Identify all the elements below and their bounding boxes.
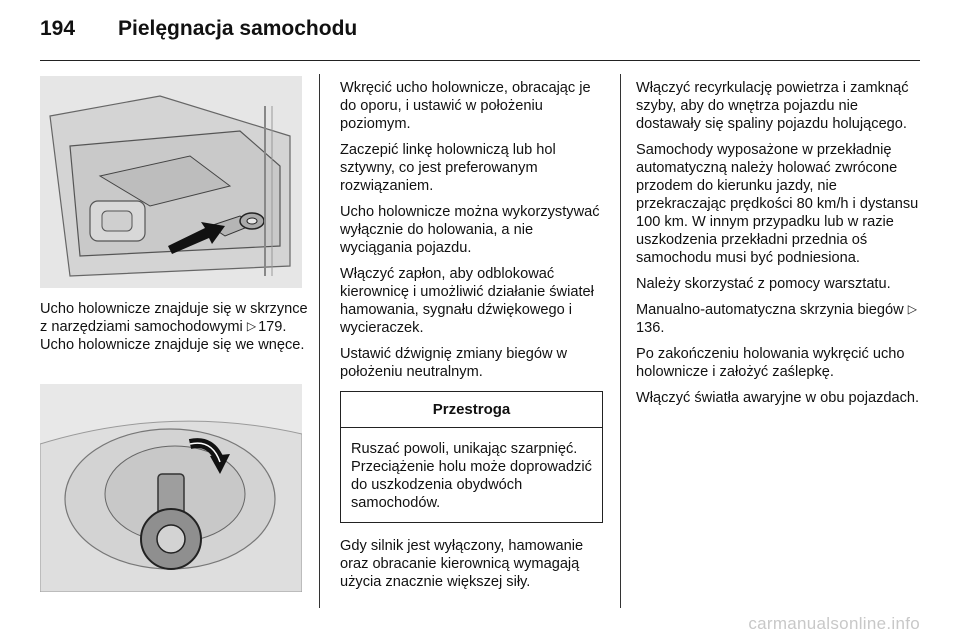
column-divider-1	[319, 74, 320, 608]
towing-eye-installation-illustration	[40, 384, 302, 592]
paragraph-text-end: .	[660, 320, 665, 336]
paragraph: Zaczepić linkę holowniczą lub hol sztywny, co jest preferowanym rozwiązaniem.	[340, 142, 556, 194]
warning-title: Przestroga	[341, 392, 602, 428]
caption-page-ref[interactable]: 179	[258, 319, 283, 335]
warning-text: Ruszać powoli, unikając szarpnięć. Przeciążenie holu może doprowadzić do uszkodzenia obydwóch samochodów.	[351, 441, 592, 511]
trunk-toolbox-drawing	[40, 76, 302, 288]
warning-box	[340, 391, 603, 523]
trunk-toolbox-illustration	[40, 76, 302, 288]
triangle-right-icon: ▷	[246, 319, 257, 333]
page-title: Pielęgnacja samochodu	[118, 17, 358, 40]
page-number: 194	[40, 17, 76, 40]
paragraph-text: Manualno-automatyczna skrzynia biegów	[636, 302, 908, 318]
page-header	[40, 17, 357, 47]
paragraph: Włączyć zapłon, aby odblokować kierownicę i umożliwić działanie świateł hamowania, sygnału dźwiękowego i wycieraczek.	[340, 266, 594, 336]
paragraph: Ucho holownicze można wykorzystywać wyłącznie do holowania, a nie wyciągania pojazdu.	[340, 204, 600, 256]
paragraph: Po zakończeniu holowania wykręcić ucho holownicze i założyć zaślepkę.	[636, 346, 905, 380]
paragraph: Gdy silnik jest wyłączony, hamowanie oraz obracanie kierownicą wymagają użycia znacznie większej siły.	[340, 538, 584, 590]
paragraph: Włączyć światła awaryjne w obu pojazdach.	[636, 390, 920, 406]
column-divider-2	[620, 74, 621, 608]
paragraph: Ustawić dźwignię zmiany biegów w położeniu neutralnym.	[340, 346, 568, 380]
triangle-right-icon: ▷	[907, 302, 917, 316]
towing-eye-location-caption	[40, 300, 308, 354]
watermark: carmanualsonline.info	[748, 614, 920, 633]
caption-text-end: . Ucho holownicze znajduje się we wnęce.	[40, 319, 305, 353]
page-ref[interactable]: 136	[636, 320, 661, 336]
paragraph-with-ref	[636, 301, 920, 337]
paragraph: Należy skorzystać z pomocy warsztatu.	[636, 276, 891, 292]
column-3-text	[636, 79, 920, 415]
caption-text: Ucho holownicze znajduje się w skrzynce z narzędziami samochodowymi	[40, 301, 308, 335]
paragraph: Włączyć recyrkulację powietrza i zamknąć szyby, aby do wnętrza pojazdu nie dostawały się spaliny pojazdu holującego.	[636, 80, 909, 132]
column-2-text	[340, 79, 603, 599]
column-1-text	[40, 300, 308, 362]
towing-eye-drawing	[40, 384, 302, 592]
paragraph: Samochody wyposażone w przekładnię automatyczną należy holować zwrócone przodem do kierunku jazdy, nie przekraczając prędkości 80 km/h i dystansu 100 km. W innym przypadku lub w razie uszkodzenia przekładni przednia oś samochodu musi być podniesiona.	[636, 142, 919, 266]
paragraph: Wkręcić ucho holownicze, obracając je do oporu, i ustawić w położeniu poziomym.	[340, 80, 591, 132]
header-rule	[40, 60, 920, 61]
